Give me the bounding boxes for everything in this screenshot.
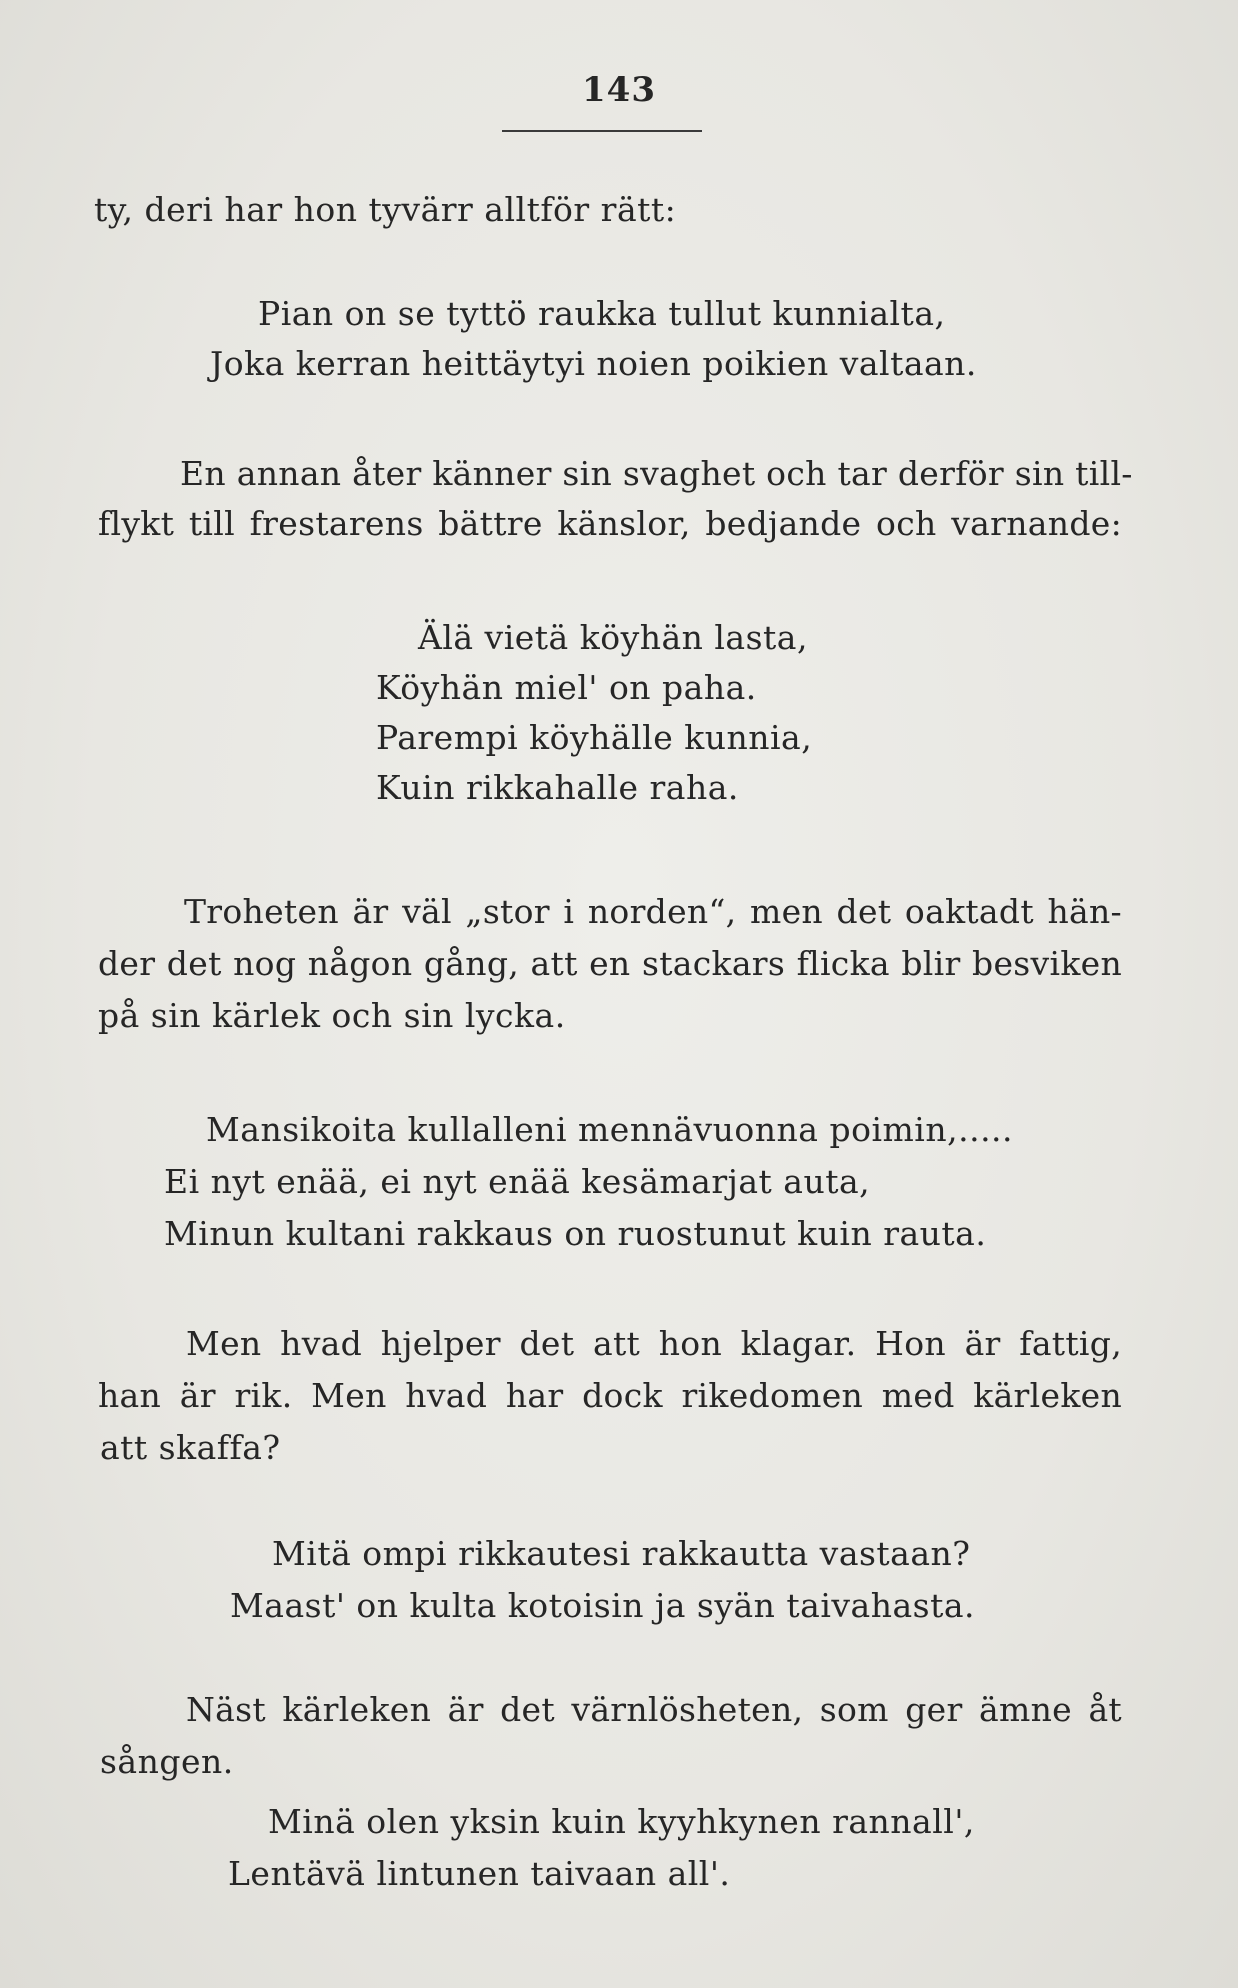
- header-rule: [502, 130, 702, 132]
- verse-line: Lentävä lintunen taivaan all'.: [228, 1854, 731, 1893]
- text-line: flykt till frestarens bättre känslor, bedjande och varnande:: [98, 504, 1122, 543]
- text-line: der det nog någon gång, att en stackars flicka blir besviken: [98, 944, 1122, 983]
- verse-line: Ei nyt enää, ei nyt enää kesämarjat auta,: [164, 1162, 871, 1201]
- verse-line: Pian on se tyttö raukka tullut kunnialta,: [258, 294, 946, 333]
- text-line: han är rik. Men hvad har dock rikedomen med kärleken: [98, 1376, 1122, 1415]
- verse-line: Älä vietä köyhän lasta,: [418, 618, 808, 657]
- verse-line: Mansikoita kullalleni mennävuonna poimin,.....: [206, 1110, 1014, 1149]
- verse-line: Kuin rikkahalle raha.: [376, 768, 739, 807]
- verse-line: Parempi köyhälle kunnia,: [376, 718, 813, 757]
- verse-line: Joka kerran heittäytyi noien poikien valtaan.: [210, 344, 977, 383]
- text-line: En annan åter känner sin svaghet och tar derför sin till-: [180, 454, 1133, 493]
- text-line: Troheten är väl „stor i norden“, men det oaktadt hän-: [184, 892, 1122, 931]
- text-line: Näst kärleken är det värnlösheten, som ger ämne åt: [186, 1690, 1122, 1729]
- verse-line: Minä olen yksin kuin kyyhkynen rannall',: [268, 1802, 975, 1841]
- verse-line: Köyhän miel' on paha.: [376, 668, 757, 707]
- text-line: att skaffa?: [100, 1428, 281, 1467]
- verse-line: Maast' on kulta kotoisin ja syän taivahasta.: [230, 1586, 976, 1625]
- text-line: på sin kärlek och sin lycka.: [98, 996, 566, 1035]
- text-line: ty, deri har hon tyvärr alltför rätt:: [94, 190, 677, 229]
- verse-line: Mitä ompi rikkautesi rakkautta vastaan?: [272, 1534, 971, 1573]
- verse-line: Minun kultani rakkaus on ruostunut kuin rauta.: [164, 1214, 987, 1253]
- text-line: sången.: [100, 1742, 234, 1781]
- page-number: 143: [582, 70, 656, 110]
- text-line: Men hvad hjelper det att hon klagar. Hon är fattig,: [186, 1324, 1122, 1363]
